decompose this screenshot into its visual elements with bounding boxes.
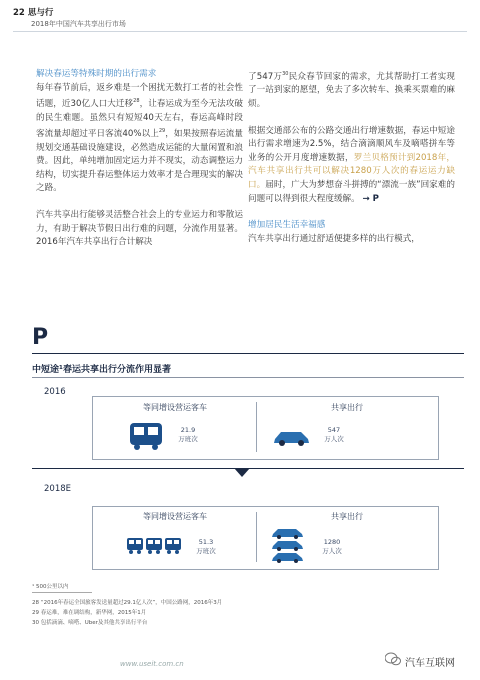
right-para1-text-a: 了547万 <box>248 71 283 82</box>
right-paragraph-2 <box>248 125 455 207</box>
left-paragraph-1 <box>36 82 243 196</box>
right-para2-text-a: 根据交通部公布的公路交通出行增速数据，春运中短途出行需求增速为2.5%，结合滴滴顺风车及嘀嗒拼车等业务的公开月度增速数据， <box>248 125 455 163</box>
left-para1-text-c: ，如果按照春运流量规划交通基础设施建设，必然造成运能的大量闲置和浪费。因此，单纯增加固定运力并不现实，动态调整运力结构，切实提升春运整体运力效率才是合理现实的解决之路。 <box>36 129 243 194</box>
right-column <box>248 68 455 246</box>
row-2016-right-unit: 万人次 <box>324 435 344 443</box>
section-title-spring-festival: 解决春运等特殊时期的出行需求 <box>36 69 157 79</box>
bus-icon <box>128 421 164 451</box>
year-2016: 2016 <box>44 387 66 397</box>
multiple-car-icon <box>270 526 306 564</box>
row-2016-left-number: 21.9 <box>180 426 196 434</box>
wechat-icon <box>385 652 401 666</box>
row-2018e-divider <box>256 512 257 562</box>
multiple-bus-icon <box>126 536 182 556</box>
row-2018e-left-label: 等同增设营运客车 <box>143 512 207 521</box>
figure-title-rule <box>32 377 464 378</box>
down-arrow-icon <box>234 468 250 477</box>
row-2018e-left-unit: 万班次 <box>196 547 216 555</box>
left-para1-text-b: ，让春运成为至今无法攻破的民生难题。虽然只有短短40天左右，春运高峰时段客流量却超过平日客流40%以上 <box>36 99 243 140</box>
row-2016-right-number: 547 <box>327 426 341 434</box>
right-para1-text-b: 民众春节回家的需求，尤其帮助打工者实现了一站到家的愿望，免去了多次转车、换乘买票难的麻烦。 <box>248 71 455 110</box>
page-subtitle: 2018年中国汽车共享出行市场 <box>31 20 126 28</box>
reference-28: 28 “2016年春运全国旅客发送量超过29.1亿人次”，中国公路网，2016年3月 <box>32 600 223 606</box>
year-2018e: 2018E <box>44 484 72 494</box>
footnote-ref-28: 28 <box>133 98 140 105</box>
row-2016-right-label: 共享出行 <box>331 403 363 412</box>
footnote-ref-29: 29 <box>158 128 166 135</box>
figure-title: 中短途¹春运共享出行分流作用显著 <box>32 365 171 375</box>
row-2016-right-value <box>314 426 354 444</box>
page-header <box>13 6 53 18</box>
watermark-left: www.useit.com.cn <box>120 660 184 668</box>
figure-p-icon: P <box>32 325 48 350</box>
right-paragraph-3: 汽车共享出行通过舒适便捷多样的出行模式， <box>248 233 420 244</box>
reference-30: 30 包括滴滴、嘀嗒、Uber及其他共享出行平台 <box>32 620 148 626</box>
references-rule <box>32 592 92 593</box>
section-title-wellbeing: 增加居民生活幸福感 <box>248 220 326 231</box>
right-para2-text-b: 届时，广大为梦想奋斗拼搏的“漂流一族”回家难的问题可以得到很大程度缓解。 <box>248 180 455 204</box>
row-2016-left-label: 等同增设营运客车 <box>143 403 207 412</box>
watermark-right: 汽车互联网 <box>405 658 455 669</box>
row-2016-left-value <box>168 426 208 444</box>
row-2018e-right-value <box>312 538 352 556</box>
figure-top-rule <box>32 353 464 354</box>
row-2018e-left-value <box>186 538 226 556</box>
row-2016-divider <box>256 402 257 452</box>
highlighted-forecast: 罗兰贝格预计到2018年，汽车共享出行共可以解决1280万人次的春运运力缺口。 <box>248 152 455 191</box>
figure-footnote: ¹ 500公里以内 <box>32 584 69 590</box>
left-para1-text-a: 每年春节前后，返乡难是一个困扰无数打工者的社会性话题，近30亿人口大迁移 <box>36 82 243 110</box>
row-2018e-right-label: 共享出行 <box>331 512 363 521</box>
right-paragraph-1 <box>248 68 455 112</box>
page-number: 22 <box>13 8 25 18</box>
car-icon <box>272 428 312 446</box>
row-2018e-left-number: 51.3 <box>198 538 214 546</box>
header-rule <box>13 31 467 32</box>
row-2016-left-unit: 万班次 <box>178 435 198 443</box>
figure-link[interactable]: → P <box>362 193 379 204</box>
row-2018e-right-unit: 万人次 <box>322 547 342 555</box>
reference-29: 29 春运难，难在调结构，新华网，2015年1月 <box>32 610 147 616</box>
section-name: 思与行 <box>27 8 54 18</box>
footnote-ref-30: 30 <box>282 71 289 77</box>
left-column <box>36 68 243 250</box>
left-paragraph-2: 汽车共享出行能够灵活整合社会上的专业运力和零散运力，有助于解决节假日出行难的问题，分流作用显著。2016年汽车共享出行合计解决 <box>36 210 243 248</box>
row-2018e-right-number: 1280 <box>323 538 341 546</box>
